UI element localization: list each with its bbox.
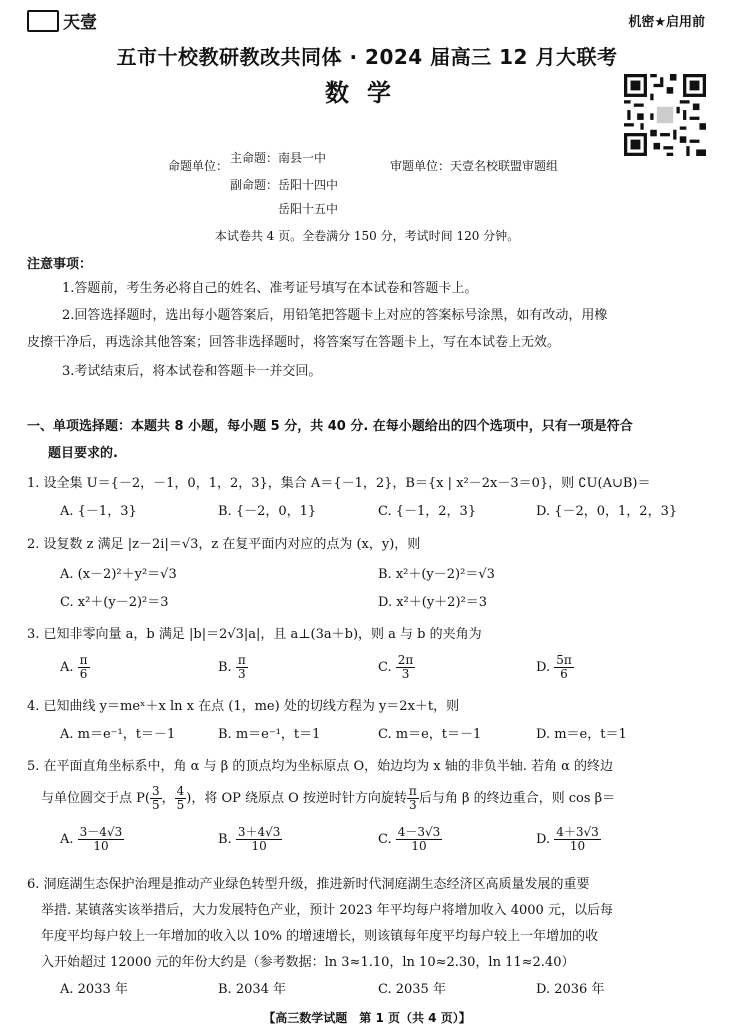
denominator: 10 bbox=[93, 839, 109, 853]
chief-label: 主命题： bbox=[230, 151, 279, 165]
qr-code-icon bbox=[624, 74, 706, 156]
q6-option-a: A. 2033 年 bbox=[60, 982, 128, 997]
q1-option-a: A. {－1，3} bbox=[60, 504, 137, 519]
exam-title: 五市十校教研教改共同体 · 2024 届高三 12 月大联考 bbox=[116, 45, 618, 69]
chief-school: 南县一中 bbox=[278, 151, 327, 165]
fraction bbox=[78, 826, 125, 853]
q3-option-a bbox=[60, 654, 90, 681]
denominator: 3 bbox=[237, 667, 246, 681]
q4-option-d: D. m＝e，t＝1 bbox=[536, 727, 627, 742]
numerator: 4－3√3 bbox=[397, 825, 441, 839]
q6-option-b: B. 2034 年 bbox=[218, 982, 287, 997]
stem-text: ， bbox=[161, 791, 175, 806]
stem-text: 后与角 β 的终边重合，则 cos β＝ bbox=[418, 791, 616, 806]
fraction bbox=[407, 785, 419, 812]
numerator: 3 bbox=[151, 784, 160, 798]
q3-option-c bbox=[378, 654, 415, 681]
numerator: 4 bbox=[176, 784, 185, 798]
question-5-stem-line-2 bbox=[41, 785, 731, 812]
exam-intro: 本试卷共 4 页。全卷满分 150 分，考试时间 120 分钟。 bbox=[214, 229, 520, 243]
denominator: 3 bbox=[409, 798, 417, 812]
proposer-label: 命题单位： bbox=[168, 159, 229, 173]
q2-option-b: B. x²＋(y－2)²＝√3 bbox=[378, 567, 495, 582]
q1-option-c: C. {－1，2，3} bbox=[378, 504, 477, 519]
fraction bbox=[175, 785, 187, 812]
numerator: 3＋4√3 bbox=[237, 825, 281, 839]
q6-option-d: D. 2036 年 bbox=[536, 982, 605, 997]
numerator: π bbox=[237, 653, 246, 667]
deputy-school-2: 岳阳十五中 bbox=[278, 202, 339, 216]
question-6-line-3: 年度平均每户较上一年增加的收入以 10% 的增速增长，则该镇每年度平均每户较上一年增加的收 bbox=[41, 929, 599, 944]
q4-option-b: B. m＝e⁻¹，t＝1 bbox=[218, 727, 321, 742]
denominator: 10 bbox=[411, 839, 427, 853]
fraction bbox=[78, 654, 90, 681]
q2-option-a: A. (x－2)²＋y²＝√3 bbox=[60, 567, 177, 582]
fraction bbox=[554, 654, 574, 681]
numerator: 5π bbox=[556, 653, 572, 667]
section-1-heading-line-1: 一、单项选择题：本题共 8 小题，每小题 5 分，共 40 分. 在每小题给出的四个选项中，只有一项是符合 bbox=[27, 419, 633, 434]
fraction bbox=[236, 826, 283, 853]
q5-option-b bbox=[218, 826, 282, 853]
numerator: 4＋3√3 bbox=[556, 825, 599, 839]
question-4-stem: 4. 已知曲线 y＝meˣ＋x ln x 在点 (1，me) 处的切线方程为 y＝2x＋t，则 bbox=[27, 699, 460, 714]
option-letter: B. bbox=[218, 660, 232, 675]
option-letter: A. bbox=[60, 832, 74, 847]
stem-text: )，将 OP 绕原点 O 按逆时针方向旋转 bbox=[186, 791, 407, 806]
denominator: 6 bbox=[560, 667, 568, 681]
denominator: 5 bbox=[151, 798, 160, 812]
publisher-logo bbox=[27, 8, 97, 33]
note-3: 3.考试结束后，将本试卷和答题卡一并交回。 bbox=[62, 364, 322, 379]
note-1: 1.答题前，考生务必将自己的姓名、准考证号填写在本试卷和答题卡上。 bbox=[62, 281, 478, 296]
q2-option-c: C. x²＋(y－2)²＝3 bbox=[60, 595, 169, 610]
denominator: 3 bbox=[401, 667, 410, 681]
option-letter: D. bbox=[536, 832, 551, 847]
question-6-line-1: 6. 洞庭湖生态保护治理是推动产业绿色转型升级，推进新时代洞庭湖生态经济区高质量发展的重要 bbox=[27, 877, 590, 892]
logo-mark-icon bbox=[27, 10, 59, 32]
q6-option-c: C. 2035 年 bbox=[378, 982, 446, 997]
question-3-stem: 3. 已知非零向量 a，b 满足 |b|＝2√3|a|，且 a⊥(3a＋b)，则 a 与 b 的夹角为 bbox=[27, 627, 482, 642]
deputy-proposer bbox=[230, 176, 338, 193]
q2-option-d: D. x²＋(y＋2)²＝3 bbox=[378, 595, 488, 610]
question-2-stem: 2. 设复数 z 满足 |z－2i|＝√3，z 在复平面内对应的点为 (x，y)，则 bbox=[27, 537, 421, 552]
brand-name: 天壹 bbox=[63, 13, 97, 33]
reviewer: 审题单位：天壹名校联盟审题组 bbox=[390, 159, 559, 173]
fraction bbox=[554, 826, 601, 853]
q5-option-d bbox=[536, 826, 601, 853]
chief-proposer bbox=[230, 149, 326, 166]
stem-text: 与单位圆交于点 P( bbox=[41, 791, 150, 806]
subject-title: 数学 bbox=[325, 79, 409, 107]
notes-heading: 注意事项： bbox=[27, 257, 93, 272]
fraction bbox=[236, 654, 248, 681]
numerator: π bbox=[408, 784, 417, 798]
q4-option-c: C. m＝e，t＝－1 bbox=[378, 727, 482, 742]
option-letter: B. bbox=[218, 832, 232, 847]
fraction bbox=[150, 785, 162, 812]
question-6-line-4: 入开始超过 12000 元的年份大约是（参考数据：ln 3≈1.10，ln 10≈2.30，ln 11≈2.40） bbox=[41, 955, 575, 970]
question-6-line-2: 举措. 某镇落实该举措后，大力发展特色产业，预计 2023 年平均每户将增加收入 4000 元，以后每 bbox=[41, 903, 613, 918]
option-letter: A. bbox=[60, 660, 74, 675]
question-5-stem-line-1: 5. 在平面直角坐标系中，角 α 与 β 的顶点均为坐标原点 O，始边均为 x 轴的非负半轴. 若角 α 的终边 bbox=[27, 759, 614, 774]
deputy-label: 副命题： bbox=[230, 178, 279, 192]
note-2-line-2: 皮擦干净后，再选涂其他答案；回答非选择题时，将答案写在答题卡上，写在本试卷上无效。 bbox=[27, 335, 561, 350]
confidential-label: 机密★启用前 bbox=[628, 15, 705, 30]
q5-option-c bbox=[378, 826, 442, 853]
denominator: 10 bbox=[569, 839, 586, 853]
fraction bbox=[396, 826, 443, 853]
denominator: 5 bbox=[176, 798, 185, 812]
denominator: 10 bbox=[251, 839, 267, 853]
q5-option-a bbox=[60, 826, 124, 853]
option-letter: D. bbox=[536, 660, 551, 675]
q1-option-b: B. {－2，0，1} bbox=[218, 504, 317, 519]
section-1-heading-line-2: 题目要求的. bbox=[48, 446, 118, 461]
question-1-stem: 1. 设全集 U＝{－2，－1，0，1，2，3}，集合 A＝{－1，2}，B＝{x | x²－2x－3＝0}，则 ∁U(A∪B)＝ bbox=[27, 476, 651, 491]
numerator: π bbox=[79, 653, 88, 667]
q4-option-a: A. m＝e⁻¹，t＝－1 bbox=[60, 727, 176, 742]
page-footer: 【高三数学试题 第 1 页（共 4 页）】 bbox=[263, 1011, 471, 1025]
q3-option-b bbox=[218, 654, 248, 681]
fraction bbox=[396, 654, 416, 681]
numerator: 2π bbox=[397, 653, 414, 667]
option-letter: C. bbox=[378, 832, 392, 847]
option-letter: C. bbox=[378, 660, 392, 675]
q3-option-d bbox=[536, 654, 574, 681]
q1-option-d: D. {－2，0，1，2，3} bbox=[536, 504, 678, 519]
note-2-line-1: 2.回答选择题时，选出每小题答案后，用铅笔把答题卡上对应的答案标号涂黑，如有改动，用橡 bbox=[62, 308, 608, 323]
deputy-school-1: 岳阳十四中 bbox=[278, 178, 339, 192]
denominator: 6 bbox=[79, 667, 88, 681]
numerator: 3－4√3 bbox=[79, 825, 123, 839]
